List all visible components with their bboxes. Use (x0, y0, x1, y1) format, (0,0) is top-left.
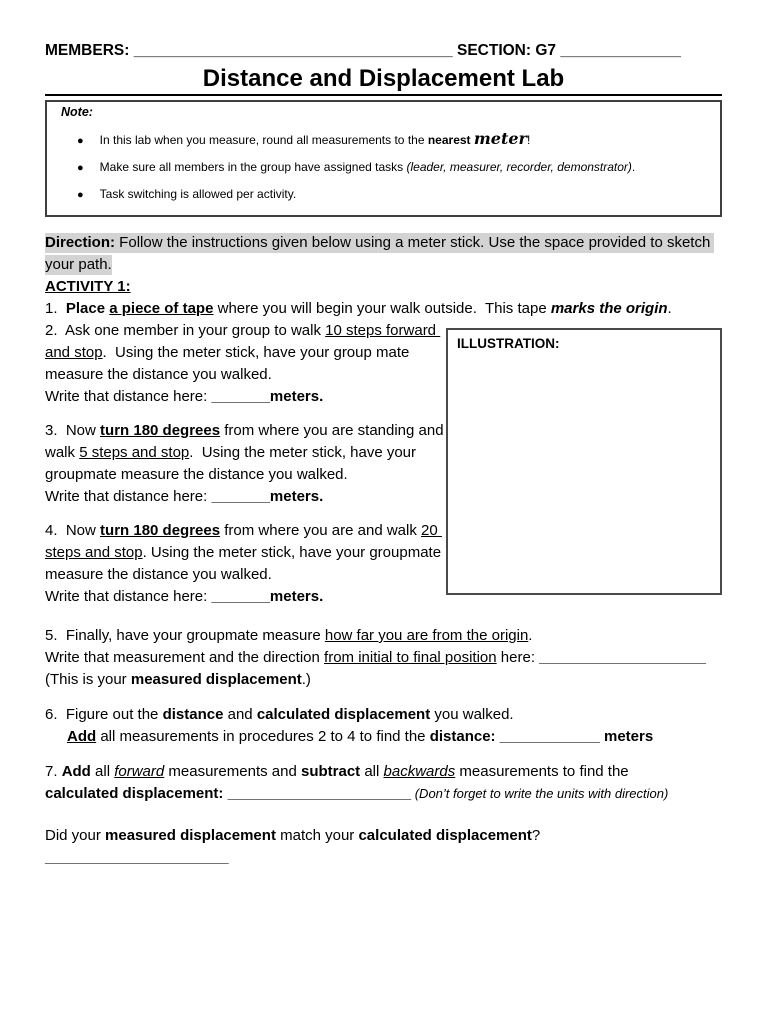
text-run: calculated displacement (358, 827, 532, 844)
answer-blank: ______________________ (45, 849, 229, 866)
text-run: 10 steps forward and stop (45, 322, 441, 361)
text-run: from where you are standing and walk (45, 422, 448, 461)
text-run: meters. (269, 388, 324, 405)
members-blank: _____________________________________ (133, 42, 453, 59)
text-run: Write that distance here: (45, 588, 212, 605)
direction-text: Follow the instructions given below using a meter stick. Use the space provided to sketch your path. (45, 234, 715, 273)
calculated-displacement-blank: ______________________ (227, 785, 412, 802)
illustration-box (446, 328, 722, 595)
section-blank: ______________ (560, 42, 682, 59)
text-run: Task switching is allowed per activity. (99, 187, 297, 201)
text-run: 5. Finally, have your groupmate measure (45, 627, 325, 644)
note-box (45, 100, 722, 217)
text-run: 1. (45, 300, 66, 317)
note-bullet-2 (61, 160, 706, 176)
text-run: meters (599, 728, 654, 745)
text-run: Write that distance here: (45, 488, 212, 505)
text-run: . (631, 160, 636, 174)
text-run: meters. (269, 588, 324, 605)
text-run: Make sure all members in the group have assigned tasks (99, 160, 407, 174)
text-run: a piece of tape (109, 300, 214, 317)
distance-blank: _______ (211, 588, 270, 605)
item-4-answer-line (45, 586, 446, 608)
text-run: Write that measurement and the direction (45, 649, 325, 666)
text-run: match your (275, 827, 359, 844)
text-run: how far you are from the origin (324, 627, 529, 644)
text-run: measured displacement (130, 671, 302, 688)
final-question (45, 825, 722, 869)
text-run: Place (65, 300, 110, 317)
item-6 (45, 704, 722, 748)
text-run: distance: (429, 728, 500, 745)
text-run: . (667, 300, 672, 317)
item-6-line-2 (45, 726, 722, 748)
note-bullet-1-text (100, 131, 531, 148)
text-run: Add (61, 763, 91, 780)
text-run: (leader, measurer, recorder, demonstrator) (406, 160, 632, 174)
text-run: turn 180 degrees (100, 422, 221, 439)
text-run: . Using the meter stick, have your groupmate measure the distance you walked. (45, 444, 421, 483)
text-run: where you will begin your walk outside. This tape (213, 300, 551, 317)
text-run: distance (162, 706, 224, 723)
text-run: 7. (45, 763, 62, 780)
item-2 (45, 320, 446, 408)
members-label: MEMBERS: (45, 42, 134, 59)
text-run: 2. Ask one member in your group to walk (45, 322, 326, 339)
item-5-line-2 (45, 647, 722, 669)
item-1 (45, 298, 722, 320)
page-title: Distance and Displacement Lab (45, 65, 722, 96)
text-run: all measurements in procedures 2 to 4 to find the (96, 728, 430, 745)
text-run: 4. Now (45, 522, 101, 539)
members-section-line (45, 40, 722, 62)
note-label: Note: (61, 105, 93, 119)
text-run: 6. Figure out the (45, 706, 163, 723)
distance-blank: _______ (211, 488, 270, 505)
text-run: 3. Now (45, 422, 101, 439)
two-column-region (45, 320, 722, 620)
text-run: backwards (383, 763, 456, 780)
text-run: ! (526, 133, 531, 147)
text-run: all (360, 763, 384, 780)
distance-total-blank: ____________ (499, 728, 600, 745)
bullet-icon: ● (77, 162, 84, 174)
text-run: measurements and (164, 763, 301, 780)
item-7 (45, 761, 722, 805)
text-run: calculated displacement (256, 706, 431, 723)
item-7-line-1 (45, 761, 722, 783)
item-3-answer-line (45, 486, 446, 508)
text-run: . Using the meter stick, have your group mate measure the distance you walked. (45, 344, 414, 383)
text-run: all (90, 763, 115, 780)
text-run: Did your (45, 827, 106, 844)
text-run: you walked. (430, 706, 514, 723)
measurement-blank: ____________________ (539, 649, 707, 666)
section-label: SECTION: (452, 42, 536, 59)
activity-heading (45, 276, 722, 298)
text-run: . Using the meter stick, have your groupmate measure the distance you walked. (45, 544, 446, 583)
section-value: G7 (535, 42, 561, 59)
text-run: from where you are and walk (220, 522, 422, 539)
item-5 (45, 625, 722, 691)
text-run: forward (114, 763, 165, 780)
text-run: nearest (427, 133, 474, 147)
text-run: (This is your (45, 671, 131, 688)
item-3-paragraph (45, 420, 446, 486)
note-bullet-1 (61, 131, 706, 149)
item-4-paragraph (45, 520, 446, 586)
procedure-column (45, 320, 446, 620)
text-run: calculated displacement: (45, 785, 228, 802)
text-run: 5 steps and stop (79, 444, 190, 461)
note-bullet-3 (61, 187, 706, 203)
bullet-icon: ● (77, 189, 84, 201)
units-reminder-note: (Don’t forget to write the units with direction) (411, 786, 669, 801)
item-4 (45, 520, 446, 608)
text-run: meter (473, 129, 527, 148)
direction-paragraph (45, 232, 722, 276)
answer-line (45, 847, 722, 869)
text-run: . (528, 627, 533, 644)
text-run: ? (531, 827, 541, 844)
item-2-paragraph (45, 320, 446, 386)
bullet-icon: ● (77, 135, 84, 147)
item-5-line-3 (45, 669, 722, 691)
note-bullet-3-text (100, 187, 297, 202)
text-run: here: (496, 649, 540, 666)
item-3 (45, 420, 446, 508)
text-run: meters. (269, 488, 324, 505)
text-run: measurements to find the (455, 763, 629, 780)
text-run: 20 steps and stop (45, 522, 442, 561)
direction-label: Direction: (45, 234, 116, 251)
text-run: In this lab when you measure, round all measurements to the (99, 133, 428, 147)
question-line (45, 825, 722, 847)
item-7-line-2 (45, 783, 722, 805)
text-run: .) (301, 671, 311, 688)
text-run: and (223, 706, 257, 723)
text-run: subtract (300, 763, 361, 780)
text-run: Write that distance here: (45, 388, 212, 405)
note-bullet-2-text (100, 160, 636, 175)
text-run: from initial to final position (324, 649, 497, 666)
distance-blank: _______ (211, 388, 270, 405)
activity-heading-text: ACTIVITY 1: (45, 278, 131, 295)
text-run: measured displacement (105, 827, 276, 844)
text-run: turn 180 degrees (100, 522, 221, 539)
item-5-line-1 (45, 625, 722, 647)
text-run: Add (67, 728, 97, 745)
illustration-label: ILLUSTRATION: (457, 336, 560, 351)
item-6-line-1 (45, 704, 722, 726)
text-run: marks the origin (550, 300, 668, 317)
item-2-answer-line (45, 386, 446, 408)
